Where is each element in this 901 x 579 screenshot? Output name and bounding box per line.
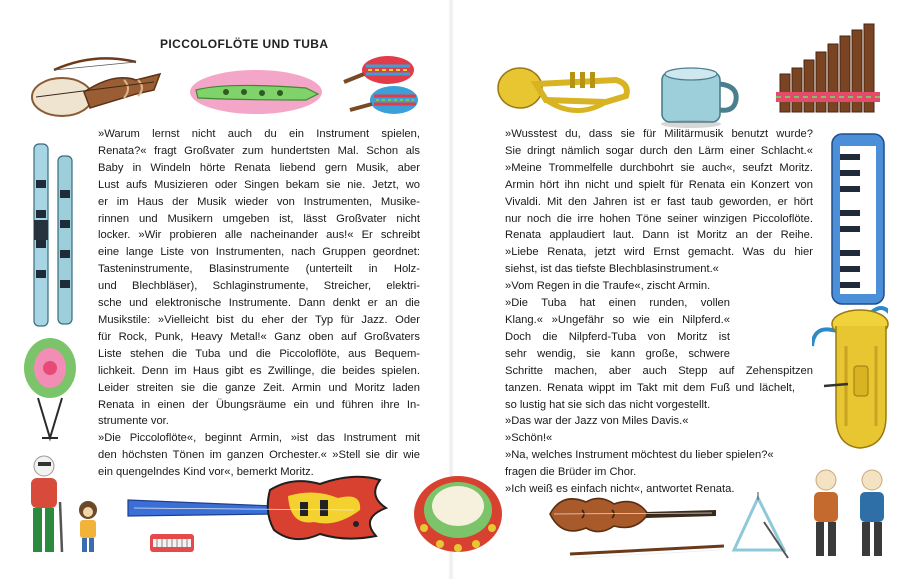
text-line: nur noch die irre hohen Töne seiner winzigen Piccoloflöte.: [505, 212, 813, 225]
text-line: tanzen. Renata wippt im Takt mit dem Fuß und lächelt,: [505, 381, 795, 394]
text-line: »Schön!«: [505, 432, 553, 445]
text-line: Schritte machen, aber auch Stepp auf Zehenspitzen: [505, 364, 813, 377]
text-line: und Blechbläser), Schlaginstrumente, Streicher, elektri-: [98, 280, 420, 293]
text-line: »Meine Trommelfelle durchbohrt sie auch«, seufzt Moritz.: [505, 161, 813, 174]
text-line: Armin hört ihn nicht und spielt für Renata ein Konzert von: [505, 178, 813, 191]
maracas-illustration: [336, 52, 422, 120]
text-line: »Wusstest du, dass sie für Militärmusik benutzt wurde?: [505, 128, 813, 140]
tuba-illustration: [818, 306, 894, 456]
tambourine-illustration: [408, 468, 508, 558]
text-line: locker. »Wir probieren alle nacheinander aus!« Er schreibt: [98, 229, 420, 242]
text-line: Renata?« fragt Großvater zum hundertsten Mal. Schon als: [98, 144, 420, 157]
text-line: »Die Piccoloflöte«, beginnt Armin, »ist das Instrument mit: [98, 432, 420, 445]
text-line: sche und elektronische Instrumente. Dann denkt er an die: [98, 297, 420, 310]
text-line: Sie dringt nämlich sogar durch den Lärm einer Schlacht.«: [505, 144, 813, 157]
text-line: strumente vor.: [98, 415, 169, 428]
flutes-illustration: [26, 140, 82, 330]
text-line: »Die Tuba hat einen runden, vollen: [505, 297, 730, 310]
text-line: er im Haus der Musik wieder von Instrumenten, Musike-: [98, 195, 420, 208]
text-line: »Ich weiß es einfach nicht«, antwortet Renata.: [505, 483, 735, 496]
text-line: »Das war der Jazz von Miles Davis.«: [505, 415, 689, 428]
text-line: so lustig hat sie sich das nicht vorgestellt.: [505, 398, 711, 411]
text-line: Klang.« »Ungefähr so wie ein Nilpferd.«: [505, 313, 730, 326]
text-line: Liste stehen die Tuba und die Piccoloflöte, aus Bequem-: [98, 347, 420, 360]
triangle-instrument-illustration: [728, 492, 790, 562]
text-line: Tasteninstrumente, Blasinstrumente (unterteilt in Holz-: [98, 263, 420, 276]
violin-illustration: [540, 484, 726, 564]
text-line: Leider streiten sie die ganze Zeit. Armin und Moritz laden: [98, 381, 420, 394]
left-body-text: [98, 126, 420, 481]
text-line: »Warum lernst nicht auch du ein Instrument spielen,: [98, 128, 420, 140]
grandfather-and-child-illustration: [26, 452, 106, 560]
chapter-title: PICCOLOFLÖTE UND TUBA: [160, 37, 329, 51]
twins-illustration: [804, 466, 896, 562]
text-line: Renata applaudiert laut. Dann ist Moritz an der Reihe.: [505, 229, 813, 242]
right-body-text: [505, 126, 813, 498]
text-line: für Rock, Punk, Heavy Metal!« Ganz oben auf Großvaters: [98, 330, 420, 343]
text-line: fragen die Brüder im Chor.: [505, 466, 637, 479]
text-line: Doch die Nilpferd-Tuba von Moritz ist: [505, 330, 730, 343]
text-line: siehst, ist das tiefste Blechblasinstrument.«: [505, 263, 719, 276]
text-line: Musikstile: »Vielleicht bist du eher der Typ für Jazz. Oder: [98, 313, 420, 326]
text-line: Renata in einen der Übungsräume ein und führen ihre In-: [98, 398, 420, 411]
electric-guitar-illustration: [124, 470, 390, 548]
pink-recorder-illustration: [186, 60, 326, 120]
text-line: rinnen und Musikern umgeben ist, lässt Großvater nicht: [98, 212, 420, 225]
text-line: lichkeit. Denn im Haus gibt es Zwillinge, die beides spielen.: [98, 364, 420, 377]
text-line: sehr wendig, sie kann große, schwere: [505, 347, 730, 360]
text-line: Vivaldi. Mit den Jahren ist er fast taub geworden, er hört: [505, 195, 813, 208]
text-line: ein quengelndes Kind vor«, bemerkt Moritz.: [98, 466, 314, 479]
balloon-drum-illustration: [20, 334, 80, 444]
text-line: Baby in Windeln hörte Renata liebend gern Musik, aber: [98, 161, 420, 174]
jug-illustration: [656, 64, 742, 130]
trumpet-illustration: [496, 62, 636, 124]
text-line: »Vom Regen in die Traufe«, zischt Armin.: [505, 280, 711, 293]
text-line: »Liebe Renata, jetzt wird Ernst gemacht. Was du hier: [505, 246, 813, 259]
text-line: eine lange Liste von Instrumenten, nach Gruppen geordnet:: [98, 246, 420, 259]
folk-string-instrument-illustration: [24, 50, 164, 125]
text-line: »Na, welches Instrument möchtest du lieber spielen?«: [505, 449, 774, 462]
text-line: Lust aufs Musizieren oder Singen bekam sie nie. Jetzt, wo: [98, 178, 420, 191]
pan-flute-illustration: [776, 22, 880, 118]
text-line: den höchsten Tönen im ganzen Orchester.« »Stell sie dir wie: [98, 449, 420, 462]
